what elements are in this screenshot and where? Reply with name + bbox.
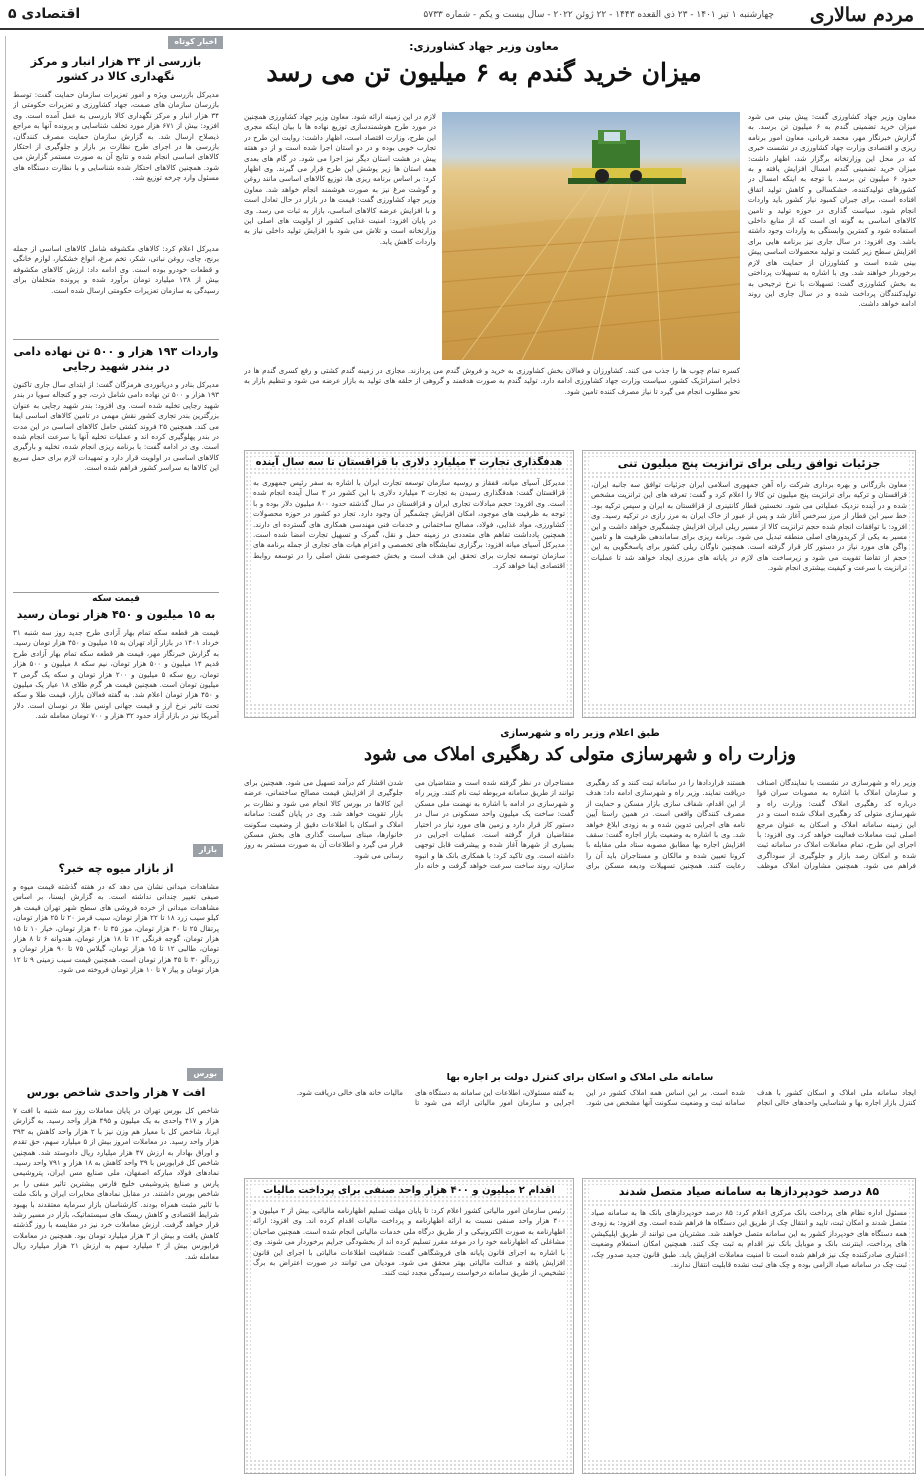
news-4-headline: از بازار میوه چه خبر؟ [58,862,174,875]
masthead [0,0,924,30]
tax-payment-headline: اقدام ۲ میلیون و ۴۰۰ هزار واحد صنفی برای پرداخت مالیات [251,1185,567,1196]
road-subhead: سامانه ملی املاک و اسکان برای کنترل دولت بر اجاره بها [446,1072,714,1083]
kazakhstan-trade-headline: هدفگذاری تجارت ۳ میلیارد دلاری با قزاقستان تا سه سال آینده [251,457,567,468]
wheat-harvest-photo [442,112,740,360]
news-5-text: شاخص کل بورس تهران در پایان معاملات روز سه شنبه با افت ۷ هزار و ۴۱۷ واحدی به یک میلیون و ۴۹۵ هزار واحد رسید. به گزارش ایرنا، شاخص کل با معیار هم وزن نیز با ۲ هزار واحد کاهش به ۳۹۳ هزار واحد رسید. در معاملات امروز بیش از ۵ میلیارد سهم، حق تقدم و اوراق بهادار به ارزش ۴۷ هزار میلیارد ریال دادوستد شد. همچنین شاخص کل فرابورس با ۳۹ واحد کاهش به ۱۸ هزار و ۷۹۱ واحد رسید. نمادهای فولاد مبارکه اصفهان، ملی صنایع مس ایران، پتروشیمی پارس و صنایع پتروشیمی خلیج فارس بیشترین تاثیر منفی را بر شاخص بورس داشتند. در مقابل نمادهای مخابرات ایران و بانک ملت با تاثیر مثبت همراه بودند. کارشناسان بازار سرمایه معتقدند با بهبود شرایط اقتصادی و کاهش ریسک های سیستماتیک، بازار در مسیر رشد قرار خواهد گرفت. ارزش معاملات خرد نیز در مقایسه با روز گذشته کاهش یافت و بیش از ۳ هزار میلیارد تومان بود. همچنین در معاملات فرابورس بیش از ۲ میلیارد سهم به ارزش ۲۱ هزار میلیارد ریال معامله شد. [13,1106,219,1261]
news-5-headline: افت ۷ هزار واحدی شاخص بورس [26,1086,206,1099]
news-3-text: قیمت هر قطعه سکه تمام بهار آزادی طرح جدید روز سه شنبه ۳۱ خرداد ۱۴۰۱ در بازار آزاد تهران به ۱۵ میلیون و ۴۵۰ هزار تومان رسید. به گزارش خبرنگار مهر، قیمت هر قطعه سکه تمام بهار آزادی طرح قدیم ۱۴ میلیون و ۵۰۰ هزار تومان، نیم سکه ۸ میلیون و ۵۰۰ هزار تومان، ربع سکه ۵ میلیون و ۲۰۰ هزار تومان و سکه یک گرمی ۳ میلیون تومان است. همچنین قیمت هر گرم طلای ۱۸ عیار یک میلیون و ۴۵۰ هزار تومان اعلام شد. به گفته فعالان بازار، قیمت طلا و سکه تحت تاثیر نرخ ارز و قیمت جهانی اونس طلا در نوسان است. دلار آمریکا نیز در بازار آزاد حدود ۳۲ هزار و ۷۰۰ تومان معامله شد. [13,628,219,721]
news-1-headline: بازرسی از ۳۴ هزار انبار و مرکز نگهداری کالا در کشور [30,55,202,83]
sayad-atm-text: مسئول اداره نظام های پرداخت بانک مرکزی اعلام کرد: ۸۵ درصد خودپردازهای بانک ها به سامانه صیاد متصل شدند و امکان ثبت، تایید و انتقال چک از طریق این دستگاه ها فراهم شده است. وی افزود: به زودی همه دستگاه های خودپرداز کشور به این سامانه متصل خواهند شد. مشتریان می توانند از طریق اپلیکیشن های پرداخت، اینترنت بانک و موبایل بانک نیز اقدام به ثبت چک کنند. همچنین امکان استعلام وضعیت اعتباری صادرکننده چک نیز فراهم شده است تا امنیت معاملات افزایش یابد. طبق قانون جدید صدور چک، ثبت چک در سامانه صیاد الزامی بوده و چک های ثبت نشده قابلیت انتقال ندارند. [589,1206,909,1460]
sayad-atm-box [582,1178,916,1474]
road-subhead-text: ایجاد سامانه ملی املاک و اسکان کشور با هدف کنترل بازار اجاره بها و شناسایی واحدهای خالی انجام شده است. بر این اساس همه املاک کشور در این سامانه ثبت و وضعیت سکونت آنها مشخص می شود. به گفته مسئولان، اطلاعات این سامانه به دستگاه های اجرایی و سازمان امور مالیاتی ارائه می شود تا مالیات خانه های خالی دریافت شود. [296,1088,916,1108]
news-2-text: مدیرکل بنادر و دریانوردی هرمزگان گفت: از ابتدای سال جاری تاکنون ۱۹۳ هزار و ۵۰۰ تن نهاده دامی شامل ذرت، جو و کنجاله سویا در بندر شهید رجایی تخلیه شده است. وی افزود: بندر شهید رجایی به عنوان بزرگترین بندر تجاری کشور نقش مهمی در تامین کالاهای اساسی ایفا می کند. همچنین ۲۵ فروند کشتی حامل کالاهای اساسی در این مدت در بندر پهلوگیری کرده اند و عملیات تخلیه آنها با سرعت انجام شده است. وی در ادامه گفت: با برنامه ریزی انجام شده، تخلیه و بارگیری کالاهای اساسی در اولویت قرار دارد و تمهیدات لازم برای حمل سریع این کالاها به سراسر کشور فراهم شده است. [13,380,219,473]
section-label: اقتصادی ۵ [8,6,81,22]
sidebar-strip-market: بازار [193,844,223,857]
news-1-text: مدیرکل بازرسی ویژه و امور تعزیرات سازمان حمایت گفت: توسط بازرسان سازمان های صمت، جهاد کشاورزی و تعزیرات حکومتی از ۳۴ هزار انبار و مرکز نگهداری کالا بازرسی به عمل آمده است. وی افزود: بیش از ۶۷۱ هزار مورد تخلف شناسایی و پرونده آنها به مراجع ذیصلاح ارسال شد. به گزارش سازمان حمایت مصرف کنندگان، بازرسی ها در اجرای طرح نظارت بر بازار و جلوگیری از احتکار کالاهای اساسی انجام شده و نتایج آن به صورت مستمر گزارش می شود. همچنین کالاهای احتکار شده شناسایی و با نظارت دستگاه های مسئول وارد چرخه توزیع شد. [13,90,219,183]
sidebar-strip-bourse: بورس [187,1068,223,1081]
kazakhstan-trade-text: مدیرکل آسیای میانه، قفقاز و روسیه سازمان توسعه تجارت ایران با اشاره به سفر رئیس جمهوری به قزاقستان گفت: هدفگذاری رسیدن به تجارت ۳ میلیارد دلاری با این کشور در ۳ سال آینده انجام شده است. وی افزود: حجم مبادلات تجاری ایران و قزاقستان در سال گذشته حدود ۸۰۰ میلیون دلار بوده و با توجه به ظرفیت های موجود، امکان افزایش چشمگیر آن وجود دارد. تجار دو کشور در حوزه محصولات کشاورزی، مواد غذایی، فولاد، مصالح ساختمانی و خدمات فنی مهندسی همکاری های گسترده ای دارند. همچنین یادداشت تفاهم های متعددی در زمینه حمل و نقل، گمرک و تسهیل تجارت امضا شده است. مدیرکل آسیای میانه افزود: برگزاری نمایشگاه های تخصصی و اعزام هیات های تجاری از جمله برنامه های سازمان توسعه تجارت برای تحقق این هدف است و بخش خصوصی نقش اصلی را در توسعه روابط اقتصادی ایفا خواهد کرد. [251,476,567,702]
dateline: چهارشنبه ۱ تیر ۱۴۰۱ - ۲۳ ذی القعده ۱۴۴۳ - ۲۲ ژوئن ۲۰۲۲ - سال بیست و یکم - شماره ۵۷۳۳ [423,10,774,20]
news-1-text-2: مدیرکل اعلام کرد: کالاهای مکشوفه شامل کالاهای اساسی از جمله برنج، چای، روغن نباتی، شکر، تخم مرغ، انواع خشکبار، لوازم خانگی و قطعات خودرو بوده است. وی ادامه داد: ارزش کالاهای مکشوفه بیش از ۱۳۸ میلیارد تومان برآورد شده و پرونده متخلفان برای رسیدگی به سازمان تعزیرات حکومتی ارسال شده است. [13,244,219,295]
road-kicker: طبق اعلام وزیر راه و شهرسازی [500,728,660,739]
road-headline: وزارت راه و شهرسازی متولی کد رهگیری املاک می شود [364,744,796,765]
news-4-text: مشاهدات میدانی نشان می دهد که در هفته گذشته قیمت میوه و صیفی تغییر چندانی نداشته است. به گزارش ایسنا، بر اساس مشاهدات میدانی از خرده فروشی های سطح شهر تهران قیمت هر کیلو سیب زرد ۱۸ تا ۲۲ هزار تومان، سیب قرمز ۲۰ تا ۲۵ هزار تومان، پرتقال ۲۵ تا ۳۰ هزار تومان، موز ۳۵ تا ۴۰ هزار تومان، خیار ۱۰ تا ۱۵ هزار تومان، گوجه فرنگی ۱۲ تا ۱۸ هزار تومان، هندوانه ۶ تا ۸ هزار تومان، طالبی ۱۲ تا ۱۵ هزار تومان، گیلاس ۷۵ تا ۹۰ هزار تومان و زردآلو ۳۰ تا ۴۵ هزار تومان است. همچنین قیمت سیب زمینی ۹ تا ۱۲ هزار تومان و پیاز ۷ تا ۱۰ هزار تومان فروخته می شود. [13,882,219,975]
combine-harvester-icon [442,112,740,360]
lead-headline: میزان خرید گندم به ۶ میلیون تن می رسد [266,58,702,87]
rail-transit-box [582,450,916,718]
sidebar-strip-short-news: اخبار کوتاه [168,36,223,49]
newspaper-logo: مردم سالاری [809,4,914,26]
tax-payment-box [244,1178,574,1474]
news-3-kicker: قیمت سکه [92,594,140,604]
rail-transit-text: معاون بازرگانی و بهره برداری شرکت راه آهن جمهوری اسلامی ایران جزئیات توافق سه جانبه ایران، قزاقستان و ترکیه برای ترانزیت پنج میلیون تن کالا را اعلام کرد و گفت: تعرفه های این ترانزیت مشخص شده و در آینده نزدیک عملیاتی می شود. نخستین قطار کانتینری از قزاقستان به ایران و سپس ترکیه بود. خط سیر این قطار از مرز سرخس آغاز شد و پس از عبور از خاک ایران به مرز رازی در ترکیه رسید. وی افزود: با توافقات انجام شده حجم ترانزیت کالا از مسیر ریلی ایران افزایش چشمگیری خواهد داشت و این مسیر به یکی از کریدورهای اصلی منطقه تبدیل می شود. برنامه ریزی برای ساماندهی ظرفیت ها و تامین واگن های مورد نیاز در دستور کار قرار گرفته است. همچنین ناوگان ریلی کشور برای پاسخگویی به این حجم از تقاضا تقویت می شود و زیرساخت های لازم در پایانه های مرزی ایجاد خواهد شد تا عملیات ترانزیت با سرعت و کیفیت بیشتری انجام شود. [589,478,909,704]
sayad-atm-headline: ۸۵ درصد خودپردازها به سامانه صیاد متصل شدند [589,1185,909,1198]
lead-column-1: معاون وزیر جهاد کشاورزی گفت: پیش بینی می شود میزان خرید تضمینی گندم به ۶ میلیون تن برسد. به گزارش خبرنگار مهر، محمد قربانی، معاون امور برنامه ریزی و اقتصادی وزارت جهاد کشاورزی در نشست خبری که در محل این وزارتخانه برگزار شد، اظهار داشت: میزان خرید تضمینی گندم امسال افزایش یافته و به حدود ۶ میلیون تن برسد. با توجه به اینکه امسال در کشورهای تولیدکننده، خشکسالی و کاهش تولید اتفاق افتاده است، برای جبران کمبود نیاز کشور باید واردات انجام شود. سیاست گذاری در حوزه تولید و تامین کالاهای اساسی به گونه ای است که از منابع داخلی استفاده شود و کمترین وابستگی به واردات وجود داشته باشد. وی افزود: در سال جاری نیز برنامه هایی برای افزایش سطح زیر کشت و تولید محصولات اساسی پیش بینی شده است و کشاورزان از حمایت های لازم برخوردار خواهند شد. وی با اشاره به تسهیلات پرداختی به بخش کشاورزی گفت: تسهیلات با نرخ ترجیحی به تولیدکنندگان پرداخت شده و در سال جاری این روند ادامه خواهد داشت. [748,112,916,309]
news-3-headline: به ۱۵ میلیون و ۴۵۰ هزار تومان رسید [16,608,216,621]
news-2-headline: واردات ۱۹۳ هزار و ۵۰۰ تن نهاده دامی در بندر شهید رجایی [13,345,219,373]
sidebar [5,36,223,1476]
kazakhstan-trade-box [244,450,574,718]
tax-payment-text: رئیس سازمان امور مالیاتی کشور اعلام کرد: تا پایان مهلت تسلیم اظهارنامه مالیاتی، بیش از ۲ میلیون و ۴۰۰ هزار واحد صنفی نسبت به ارائه اظهارنامه و پرداخت مالیات اقدام کرده اند. وی افزود: ارائه اظهارنامه به صورت الکترونیکی و از طریق درگاه ملی خدمات مالیاتی انجام شده است. همچنین صاحبان مشاغلی که اظهارنامه خود را در موعد مقرر تسلیم کرده اند از بخشودگی جرایم برخوردار می شوند. وی با اشاره به اجرای قانون پایانه های فروشگاهی گفت: شفافیت اطلاعات مالیاتی با اجرای این قانون افزایش یافته و عدالت مالیاتی بهتر محقق می شود. مودیان می توانند در صورت اعتراض به برگ تشخیص، از طریق سامانه درخواست رسیدگی مجدد ثبت کنند. [251,1204,567,1458]
rail-transit-headline: جزئیات توافق ریلی برای ترانزیت پنج میلیون تنی [589,457,909,470]
lead-column-2: لازم در این زمینه ارائه شود. معاون وزیر جهاد کشاورزی همچنین در مورد طرح هوشمندسازی توزیع نهاده ها با بیان اینکه مجری این طرح، وزارت اقتصاد است، اظهار داشت: روایت این طرح در تجارب خوبی بوده و در دو استان اجرا شده است و از دو هفته پیش در هشت استان دیگر نیز اجرا می شود. در گام های بعدی همه استان ها زیر پوشش این طرح قرار می گیرند. وی اظهار کرد: بر اساس برنامه ریزی ها، توزیع کالاهای اساسی مانند روغن و گوشت مرغ نیز به صورت هوشمند انجام خواهد شد. معاون وزیر جهاد کشاورزی گفت: قیمت ها در بازار در حال تعادل است و با افزایش عرضه کالاهای اساسی، بازار به ثبات می رسد. وی در پایان افزود: امنیت غذایی کشور از اولویت های اصلی این وزارتخانه است و تلاش می شود با افزایش تولید داخلی نیاز به واردات کاهش یابد. [244,112,436,246]
lead-kicker: معاون وزیر جهاد کشاورزی: [409,40,559,53]
lead-under-photo-text: کسره تمام چوب ها را جذب می کنند. کشاورزان و فعالان بخش کشاورزی به خرید و فروش گندم می پردازند. مجازی در زمینه گندم کشتی و رفع کسری گندم ها در ذخایر استراتژیک کشور، سیاست وزارت جهاد کشاورزی ادامه دارد. تولید گندم به صورت هدفمند و گروهی از حلقه های تولید به بازار عرضه می شود و تنظیم بازار به نحو مطلوب انجام می گیرد تا نیاز مصرف کننده تامین شود. [244,366,740,396]
road-story-text: وزیر راه و شهرسازی در نشست با نمایندگان اصناف و سازمان املاک با اشاره به مصوبات سران قوا درباره کد رهگیری املاک گفت: وزارت راه و شهرسازی متولی کد رهگیری املاک شده است و در این زمینه سامانه املاک و اسکان به عنوان مرجع اصلی ثبت معاملات فعالیت خواهد کرد. وی افزود: با اجرای این طرح، تمام معاملات املاک در سامانه ثبت شده و امکان رصد بازار و جلوگیری از سوداگری فراهم می شود. همچنین مشاوران املاک موظف هستند قراردادها را در سامانه ثبت کنند و کد رهگیری دریافت نمایند. وزیر راه و شهرسازی ادامه داد: هدف از این اقدام، شفاف سازی بازار مسکن و حمایت از مصرف کنندگان واقعی است. در همین راستا آیین نامه های اجرایی تدوین شده و به زودی ابلاغ خواهد شد. وی با اشاره به وضعیت بازار اجاره گفت: سقف افزایش اجاره بها مطابق مصوبه ستاد ملی مقابله با کرونا تعیین شده و مالکان و مستاجران باید آن را رعایت کنند. همچنین تسهیلات ودیعه مسکن برای مستاجران در نظر گرفته شده است و متقاضیان می توانند از طریق سامانه مربوطه ثبت نام کنند. وزیر راه و شهرسازی در ادامه با اشاره به نهضت ملی مسکن گفت: ساخت یک میلیون واحد مسکونی در سال در دستور کار قرار دارد و زمین های مورد نیاز در اختیار متقاضیان قرار گرفته است. عملیات اجرایی در بسیاری از شهرها آغاز شده و پیشرفت قابل توجهی داشته است. وی تاکید کرد: با همکاری بانک ها و انبوه سازان، روند ساخت سرعت خواهد گرفت و خانه دار شدن اقشار کم درآمد تسهیل می شود. همچنین برای جلوگیری از افزایش قیمت مصالح ساختمانی، عرضه این کالاها در بورس کالا انجام می شود و نظارت بر بازار تقویت خواهد شد. وی در پایان گفت: سامانه املاک و اسکان با اطلاعات دقیق از وضعیت سکونت خانوارها، مبنای سیاست گذاری های بخش مسکن قرار می گیرد و اطلاعات آن به صورت مستمر به روز رسانی می شود. [244,778,916,871]
